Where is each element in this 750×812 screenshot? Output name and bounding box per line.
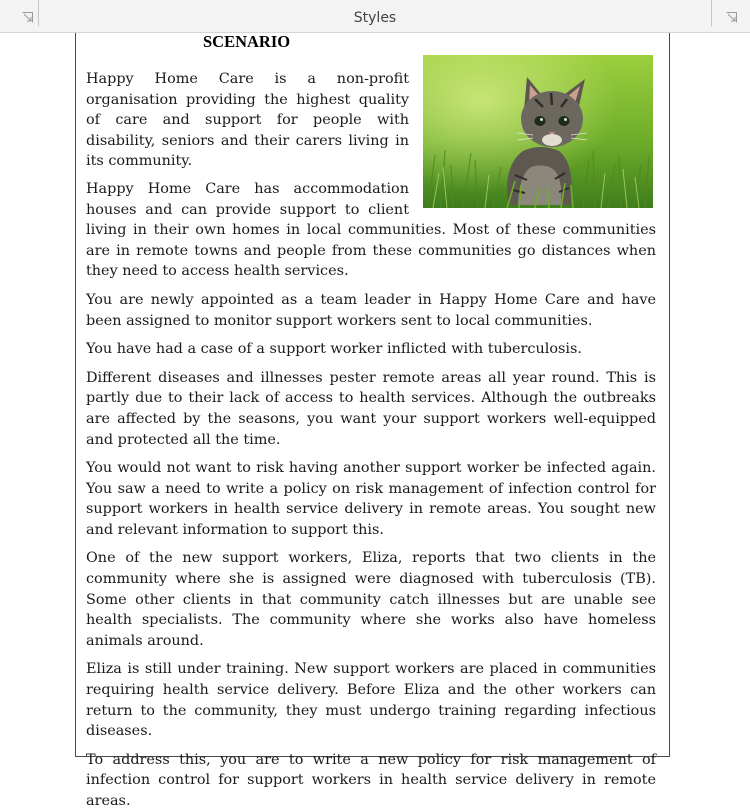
dialog-launcher-icon[interactable] <box>726 12 737 23</box>
paragraph-5: Different diseases and illnesses pester remote areas all year round. This is partly due to their lack of access to health services. Although the outbreaks are affected by the seasons, you want your support workers well-equipped and protected all the time. <box>86 369 656 448</box>
paragraph-6: You would not want to risk having another support worker be infected again. You saw a need to write a policy on risk management of infection control for support workers in health service delivery in remote areas. You sought new and relevant information to support this. <box>86 460 656 538</box>
styles-pane-title: Styles <box>353 10 397 26</box>
paragraph-2: Happy Home Care has accommodation houses and can provide support to client living in their own homes in local communities. Most of these communities are in remote towns and people from these communities go distances when they need to access health services. <box>86 180 656 280</box>
paragraph-3: You are newly appointed as a team leader in Happy Home Care and have been assigned to monitor support workers sent to local communities. <box>86 291 656 329</box>
styles-pane-header <box>0 0 750 33</box>
scenario-box <box>75 32 670 809</box>
paragraph-7: One of the new support workers, Eliza, reports that two clients in the community where she is assigned were diagnosed with tuberculosis (TB). Some other clients in that community catch illnesses but are unable see health specialists. The community where she works also have homeless animals around. <box>86 550 656 649</box>
paragraph-8: Eliza is still under training. New support workers are placed in communities requiring health service delivery. Before Eliza and the other workers can return to the community, they must undergo training regarding infectious diseases. <box>86 661 656 740</box>
paragraph-1: Happy Home Care is a non-profit organisation providing the highest quality of care and support for people with disability, seniors and their carers living in its community. <box>86 71 409 170</box>
scenario-heading: SCENARIO <box>203 32 291 51</box>
kitten-image[interactable] <box>423 55 653 208</box>
paragraph-9: To address this, you are to write a new policy for risk management of infection control for support workers in health service delivery in remote areas. <box>86 751 656 809</box>
paragraph-4: You have had a case of a support worker inflicted with tuberculosis. <box>86 341 582 358</box>
scenario-content <box>86 33 656 812</box>
document-page-area <box>0 32 750 809</box>
